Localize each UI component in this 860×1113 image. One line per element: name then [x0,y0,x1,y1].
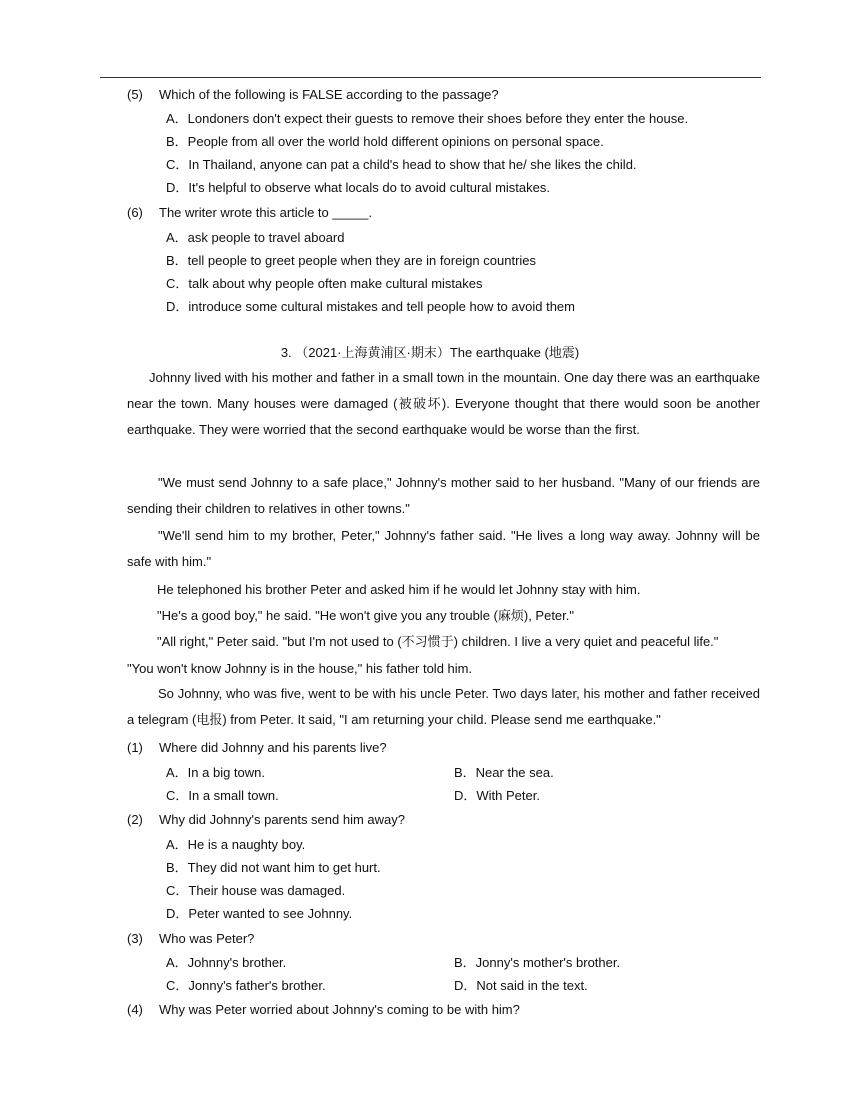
question-5-option-a: A．Londoners don't expect their guests to remove their shoes before they enter the house. [166,111,689,126]
question-3-option-d: D．Not said in the text. [454,978,588,993]
question-1-number: (1) [127,740,143,755]
question-6-text: The writer wrote this article to _____. [159,205,373,220]
question-1-text: Where did Johnny and his parents live? [159,740,387,755]
passage-paragraph-4: He telephoned his brother Peter and asked him if he would let Johnny stay with him. [157,582,641,597]
question-6-option-d: D．introduce some cultural mistakes and tell people how to avoid them [166,299,575,314]
question-5-number: (5) [127,87,143,102]
passage-paragraph-1: Johnny lived with his mother and father in a small town in the mountain. One day there was an earthquake near the town. Many houses were damaged (被破坏). Everyone thought that there would soon be another earthquake. They were worried that the second earthquake would be worse than the first. [127,370,760,437]
question-3-option-b: B．Jonny's mother's brother. [454,955,621,970]
passage-paragraph-5: "He's a good boy," he said. "He won't give you any trouble (麻烦), Peter." [157,608,575,623]
question-2-option-b: B．They did not want him to get hurt. [166,860,381,875]
question-3-number: (3) [127,931,143,946]
question-3-option-a: A．Johnny's brother. [166,955,287,970]
question-6-option-c: C．talk about why people often make cultural mistakes [166,276,483,291]
question-2-option-c: C．Their house was damaged. [166,883,346,898]
question-2-text: Why did Johnny's parents send him away? [159,812,405,827]
question-2-number: (2) [127,812,143,827]
question-6-option-a: A．ask people to travel aboard [166,230,345,245]
question-4-number: (4) [127,1002,143,1017]
question-6-option-b: B．tell people to greet people when they are in foreign countries [166,253,537,268]
header-rule [100,77,761,78]
passage-paragraph-3: "We'll send him to my brother, Peter," Johnny's father said. "He lives a long way away. Johnny will be safe with him." [127,528,760,569]
passage-paragraph-8: So Johnny, who was five, went to be with his uncle Peter. Two days later, his mother and father received a telegram (电报) from Peter. It said, "I am returning your child. Please send me earthquake." [127,686,760,727]
question-6-number: (6) [127,205,143,220]
question-2-option-a: A．He is a naughty boy. [166,837,306,852]
question-5-text: Which of the following is FALSE according to the passage? [159,87,499,102]
passage-paragraph-6: "All right," Peter said. "but I'm not used to (不习惯于) children. I live a very quiet and peaceful life." [157,634,719,649]
question-5-option-b: B．People from all over the world hold different opinions on personal space. [166,134,604,149]
section-title: 3. （2021·上海黄浦区·期末）The earthquake (地震) [280,345,580,360]
question-1-option-a: A．In a big town. [166,765,265,780]
question-1-option-c: C．In a small town. [166,788,279,803]
passage-paragraph-7: "You won't know Johnny is in the house," his father told him. [127,661,473,676]
question-5-option-c: C．In Thailand, anyone can pat a child's head to show that he/ she likes the child. [166,157,637,172]
question-1-option-b: B．Near the sea. [454,765,554,780]
question-3-text: Who was Peter? [159,931,255,946]
question-5-option-d: D．It's helpful to observe what locals do to avoid cultural mistakes. [166,180,550,195]
question-4-text: Why was Peter worried about Johnny's coming to be with him? [159,1002,520,1017]
question-3-option-c: C．Jonny's father's brother. [166,978,326,993]
question-2-option-d: D．Peter wanted to see Johnny. [166,906,353,921]
question-1-option-d: D．With Peter. [454,788,540,803]
passage-paragraph-2: "We must send Johnny to a safe place," Johnny's mother said to her husband. "Many of our friends are sending their children to relatives in other towns." [127,475,760,516]
